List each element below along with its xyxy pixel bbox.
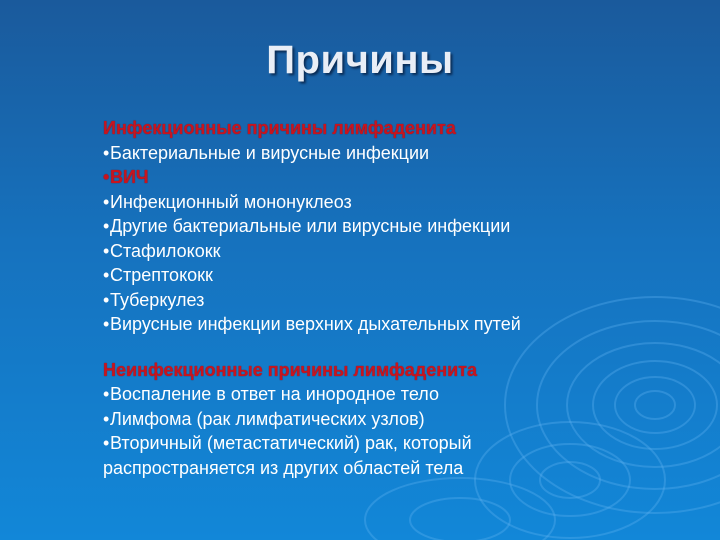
list-item [103, 288, 703, 313]
list-item-text: Стрептококк [110, 265, 213, 285]
bullet-icon: • [103, 191, 110, 212]
bullet-icon: • [103, 142, 110, 163]
list-item-text: Вирусные инфекции верхних дыхательных путей [110, 314, 521, 334]
list-item-text: Вторичный (метастатический) рак, который [110, 433, 472, 453]
list-item-text: Другие бактериальные или вирусные инфекции [110, 216, 511, 236]
list-item [103, 382, 703, 407]
list-item-text: Лимфома (рак лимфатических узлов) [110, 408, 425, 429]
bacterial-viral-infections-text: Бактериальные и вирусные инфекции [110, 142, 430, 163]
list-item [103, 407, 703, 432]
slide-content [103, 116, 703, 480]
bullet-icon: • [103, 384, 110, 404]
bullet-icon: • [103, 240, 110, 261]
bullet-icon: • [103, 167, 110, 187]
list-item-text: Стафилококк [110, 240, 221, 261]
list-item [103, 190, 703, 215]
list-item-text: Воспаление в ответ на инородное тело [110, 384, 439, 404]
infectious-causes-heading: Инфекционные причины лимфаденита [103, 118, 456, 138]
bullet-icon: • [103, 408, 110, 429]
bullet-icon: • [103, 216, 110, 236]
hiv-text: ВИЧ [110, 167, 149, 187]
list-item-continuation: распространяется из других областей тела [103, 457, 464, 478]
bullet-icon: • [103, 289, 110, 310]
bullet-icon: • [103, 314, 110, 334]
list-item-text: Инфекционный мононуклеоз [110, 191, 352, 212]
list-item [103, 431, 703, 456]
bullet-icon: • [103, 265, 110, 285]
bullet-icon: • [103, 433, 110, 453]
slide-title: Причины [266, 38, 454, 82]
list-item [103, 312, 703, 337]
list-item [103, 141, 703, 166]
section-spacer [103, 337, 703, 358]
list-item [103, 239, 703, 264]
list-item [103, 263, 703, 288]
list-item-text: Туберкулез [110, 289, 205, 310]
noninfectious-causes-heading: Неинфекционные причины лимфаденита [103, 359, 477, 380]
hiv-subheading [103, 165, 703, 190]
list-item [103, 214, 703, 239]
